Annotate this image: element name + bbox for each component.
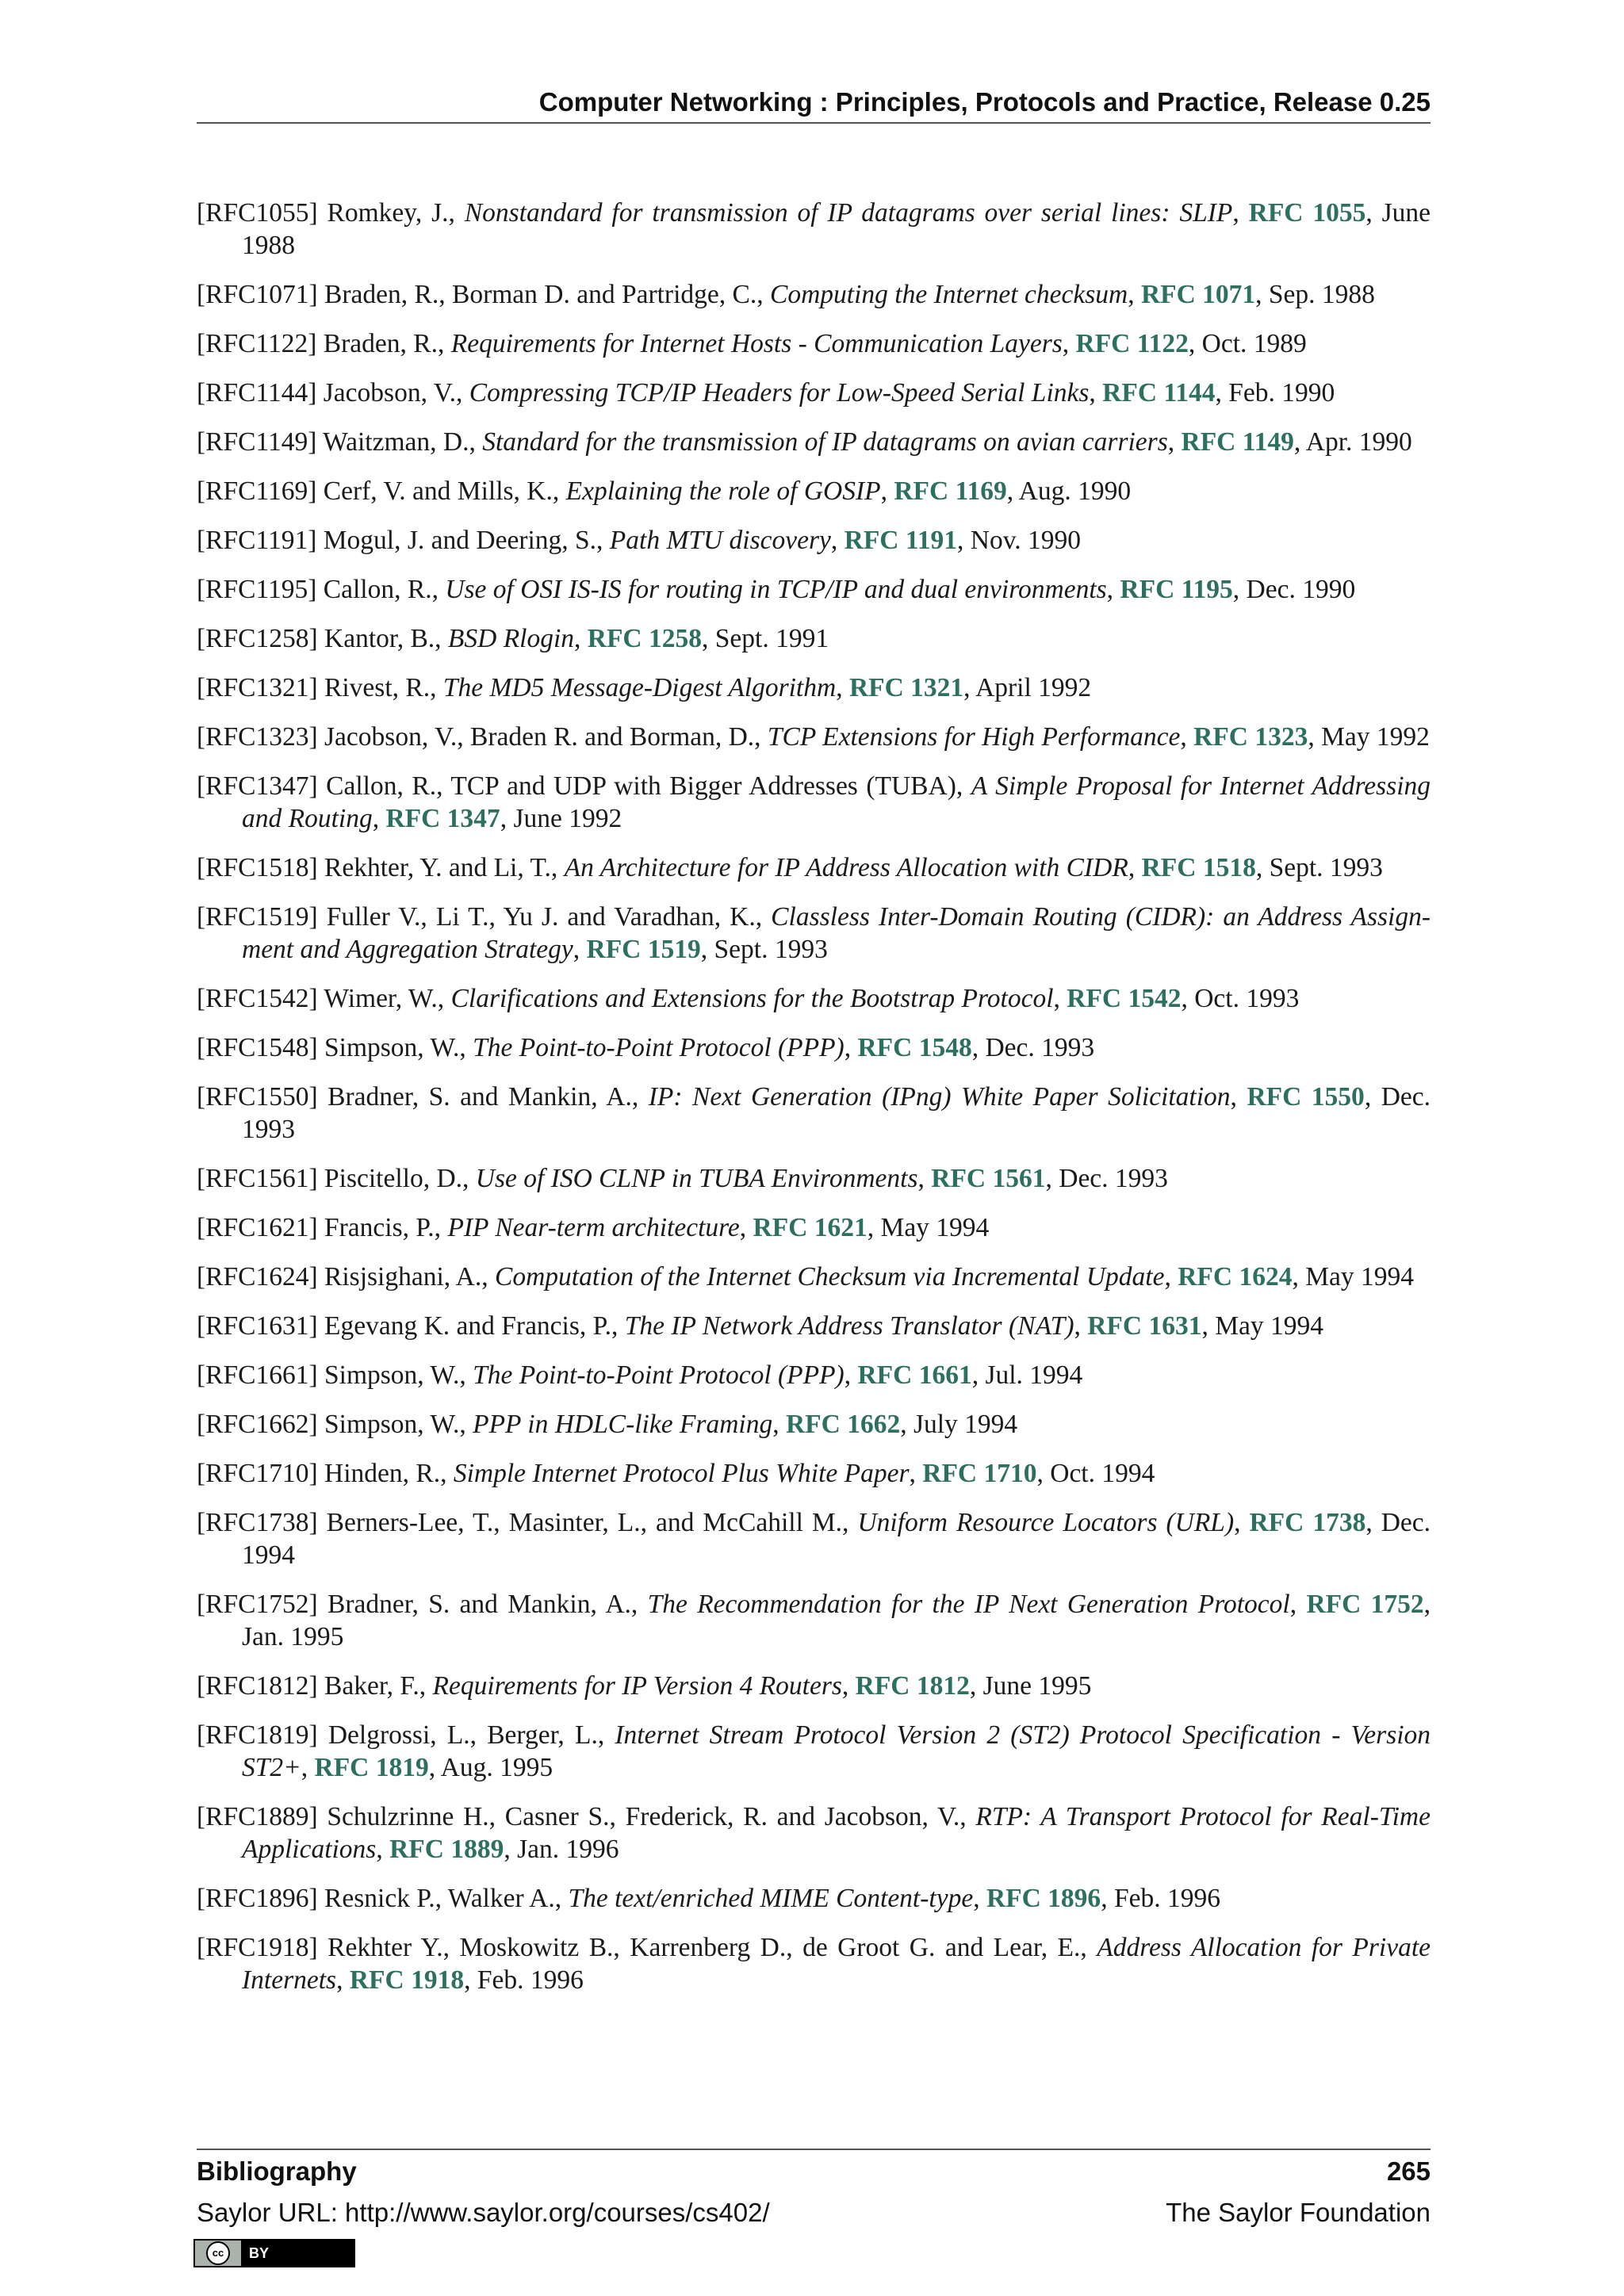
reference-title: Computation of the Internet Checksum via Incremental Update: [495, 1262, 1165, 1292]
reference-authors: Cerf, V. and Mills, K.,: [323, 476, 560, 506]
reference-entry: [RFC1169] Cerf, V. and Mills, K., Explaining the role of GOSIP, RFC 1169, Aug. 1990: [197, 476, 1132, 506]
reference-entry: [RFC1055] Romkey, J., Nonstandard for transmission of IP datagrams over serial lines: SLIP, RFC 1055, June 1988: [197, 198, 1431, 260]
reference-date: Dec. 1993: [985, 1033, 1095, 1062]
saylor-url[interactable]: Saylor URL: http://www.saylor.org/courses/cs402/: [197, 2198, 770, 2227]
reference-title: Clarifications and Extensions for the Bootstrap Protocol: [450, 984, 1054, 1013]
reference-key: [RFC1258]: [197, 624, 318, 653]
reference-date: Dec. 1993: [1059, 1164, 1168, 1193]
reference-title: Requirements for IP Version 4 Routers: [432, 1671, 842, 1701]
reference-entry: [RFC1321] Rivest, R., The MD5 Message-Digest Algorithm, RFC 1321, April 1992: [197, 673, 1092, 702]
reference-entry: [RFC1144] Jacobson, V., Compressing TCP/IP Headers for Low-Speed Serial Links, RFC 1144, Feb. 1990: [197, 378, 1335, 408]
reference-title: The IP Network Address Translator (NAT): [624, 1311, 1074, 1341]
reference-date: Sept. 1993: [714, 935, 828, 964]
reference-title: Compressing TCP/IP Headers for Low-Speed Serial Links: [469, 378, 1090, 408]
reference-title: The MD5 Message-Digest Algorithm: [442, 673, 837, 702]
reference-entry: [RFC1548] Simpson, W., The Point-to-Point Protocol (PPP), RFC 1548, Dec. 1993: [197, 1033, 1095, 1062]
reference-entry: [RFC1258] Kantor, B., BSD Rlogin, RFC 1258, Sept. 1991: [197, 624, 829, 653]
reference-title: Uniform Resource Locators (URL): [857, 1508, 1235, 1537]
reference-entry: [RFC1662] Simpson, W., PPP in HDLC-like Framing, RFC 1662, July 1994: [197, 1410, 1018, 1439]
reference-title: TCP Extensions for High Performance: [767, 722, 1181, 752]
reference-entry: [RFC1519] Fuller V., Li T., Yu J. and Varadhan, K., Classless Inter-Domain Routing (CIDR): an Address Assign-ment and Aggregation Strategy, RFC 1519, Sept. 1993: [197, 902, 1431, 964]
reference-title: The Point-to-Point Protocol (PPP): [473, 1033, 845, 1062]
reference-key: [RFC1542]: [197, 984, 318, 1013]
reference-authors: Romkey, J.,: [327, 198, 455, 228]
reference-title: IP: Next Generation (IPng) White Paper Solicitation: [648, 1082, 1231, 1112]
rfc-link[interactable]: RFC 1071: [1140, 280, 1256, 309]
rfc-link[interactable]: RFC 1323: [1193, 722, 1308, 752]
reference-authors: Simpson, W.,: [324, 1410, 466, 1439]
rfc-link[interactable]: RFC 1548: [857, 1033, 972, 1062]
reference-date: Oct. 1989: [1201, 329, 1307, 358]
rfc-link[interactable]: RFC 1662: [785, 1410, 901, 1439]
reference-key: [RFC1347]: [197, 771, 318, 801]
reference-date: June 1988: [242, 198, 1431, 260]
reference-authors: Egevang K. and Francis, P.,: [324, 1311, 619, 1341]
reference-key: [RFC1662]: [197, 1410, 318, 1439]
reference-key: [RFC1321]: [197, 673, 318, 702]
rfc-link[interactable]: RFC 1621: [753, 1213, 868, 1242]
reference-title: BSD Rlogin: [447, 624, 575, 653]
reference-authors: Braden, R.,: [323, 329, 445, 358]
reference-key: [RFC1195]: [197, 575, 317, 604]
reference-entry: [RFC1812] Baker, F., Requirements for IP Version 4 Routers, RFC 1812, June 1995: [197, 1671, 1092, 1701]
reference-key: [RFC1548]: [197, 1033, 318, 1062]
reference-authors: Bradner, S. and Mankin, A.,: [327, 1082, 639, 1112]
reference-key: [RFC1631]: [197, 1311, 318, 1341]
reference-entry: [RFC1710] Hinden, R., Simple Internet Protocol Plus White Paper, RFC 1710, Oct. 1994: [197, 1459, 1155, 1488]
reference-title: PPP in HDLC-like Framing: [473, 1410, 773, 1439]
reference-entry: [RFC1518] Rekhter, Y. and Li, T., An Architecture for IP Address Allocation with CIDR, RFC 1518, Sept. 1993: [197, 853, 1383, 882]
reference-date: Feb. 1996: [1113, 1884, 1220, 1913]
rfc-link[interactable]: RFC 1258: [587, 624, 703, 653]
reference-date: Jul. 1994: [985, 1360, 1083, 1390]
reference-title: Requirements for Internet Hosts - Communication Layers: [450, 329, 1063, 358]
rfc-link[interactable]: RFC 1195: [1120, 575, 1233, 604]
reference-date: Sept. 1993: [1269, 853, 1383, 882]
reference-entry: [RFC1195] Callon, R., Use of OSI IS-IS for routing in TCP/IP and dual environments, RFC 1195, Dec. 1990: [197, 575, 1356, 604]
reference-entry: [RFC1542] Wimer, W., Clarifications and Extensions for the Bootstrap Protocol, RFC 1542, Oct. 1993: [197, 984, 1300, 1013]
rfc-link[interactable]: RFC 1889: [389, 1835, 504, 1864]
reference-title: The Point-to-Point Protocol (PPP): [473, 1360, 845, 1390]
reference-entry: [RFC1621] Francis, P., PIP Near-term architecture, RFC 1621, May 1994: [197, 1213, 990, 1242]
reference-authors: Risjsighani, A.,: [324, 1262, 488, 1292]
reference-entry: [RFC1149] Waitzman, D., Standard for the transmission of IP datagrams on avian carriers, RFC 1149, Apr. 1990: [197, 427, 1412, 457]
rfc-link[interactable]: RFC 1122: [1075, 329, 1189, 358]
reference-date: May 1992: [1321, 722, 1430, 752]
reference-entry: [RFC1819] Delgrossi, L., Berger, L., Internet Stream Protocol Version 2 (ST2) Protocol Specification - Version ST2+, RFC 1819, Aug. 1995: [197, 1720, 1431, 1782]
reference-entry: [RFC1918] Rekhter Y., Moskowitz B., Karrenberg D., de Groot G. and Lear, E., Address Allocation for Private Internets, RFC 1918, Feb. 1996: [197, 1933, 1431, 1995]
reference-key: [RFC1918]: [197, 1933, 318, 1962]
reference-title: Simple Internet Protocol Plus White Paper: [453, 1459, 910, 1488]
reference-entry: [RFC1631] Egevang K. and Francis, P., The IP Network Address Translator (NAT), RFC 1631, May 1994: [197, 1311, 1323, 1341]
rfc-link[interactable]: RFC 1710: [922, 1459, 1037, 1488]
running-header: Computer Networking : Principles, Protocols and Practice, Release 0.25: [197, 87, 1431, 124]
reference-authors: Wimer, W.,: [324, 984, 445, 1013]
reference-authors: Braden, R., Borman D. and Partridge, C.,: [324, 280, 764, 309]
reference-title: Nonstandard for transmission of IP datagrams over serial lines: SLIP: [464, 198, 1233, 228]
footer-section-title: Bibliography: [197, 2156, 357, 2186]
reference-key: [RFC1055]: [197, 198, 318, 228]
reference-entry: [RFC1661] Simpson, W., The Point-to-Point Protocol (PPP), RFC 1661, Jul. 1994: [197, 1360, 1083, 1390]
reference-title: PIP Near-term architecture: [447, 1213, 740, 1242]
reference-authors: Simpson, W.,: [324, 1360, 466, 1390]
reference-entry: [RFC1122] Braden, R., Requirements for Internet Hosts - Communication Layers, RFC 1122, Oct. 1989: [197, 329, 1307, 358]
reference-key: [RFC1561]: [197, 1164, 318, 1193]
reference-entry: [RFC1752] Bradner, S. and Mankin, A., The Recommendation for the IP Next Generation Protocol, RFC 1752, Jan. 1995: [197, 1590, 1431, 1651]
reference-date: Dec. 1990: [1246, 575, 1356, 604]
rfc-link[interactable]: RFC 1055: [1248, 198, 1366, 228]
reference-key: [RFC1122]: [197, 329, 317, 358]
reference-date: July 1994: [913, 1410, 1018, 1439]
reference-title: The Recommendation for the IP Next Generation Protocol: [647, 1590, 1290, 1619]
reference-key: [RFC1819]: [197, 1720, 318, 1750]
reference-list: [197, 197, 1431, 2013]
reference-authors: Baker, F.,: [324, 1671, 427, 1701]
reference-date: Sep. 1988: [1268, 280, 1375, 309]
rfc-link[interactable]: RFC 1518: [1141, 853, 1256, 882]
reference-title: The text/enriched MIME Content-type: [568, 1884, 974, 1913]
reference-title: Use of OSI IS-IS for routing in TCP/IP and dual environments: [445, 575, 1107, 604]
reference-authors: Berners-Lee, T., Masinter, L., and McCahill M.,: [326, 1508, 849, 1537]
reference-entry: [RFC1624] Risjsighani, A., Computation of the Internet Checksum via Incremental Update, RFC 1624, May 1994: [197, 1262, 1414, 1292]
reference-date: Sept. 1991: [714, 624, 829, 653]
reference-date: April 1992: [975, 673, 1092, 702]
reference-authors: Delgrossi, L., Berger, L.,: [327, 1720, 605, 1750]
reference-authors: Fuller V., Li T., Yu J. and Varadhan, K.,: [326, 902, 763, 932]
reference-key: [RFC1621]: [197, 1213, 318, 1242]
rfc-link[interactable]: RFC 1561: [931, 1164, 1046, 1193]
reference-entry: [RFC1738] Berners-Lee, T., Masinter, L., and McCahill M., Uniform Resource Locators (URL), RFC 1738, Dec. 1994: [197, 1508, 1431, 1570]
reference-authors: Bradner, S. and Mankin, A.,: [327, 1590, 638, 1619]
reference-key: [RFC1144]: [197, 378, 317, 408]
rfc-link[interactable]: RFC 1661: [857, 1360, 972, 1390]
reference-date: Dec. 1993: [242, 1082, 1431, 1144]
footer-top-row: [197, 2156, 1431, 2187]
reference-entry: [RFC1071] Braden, R., Borman D. and Partridge, C., Computing the Internet checksum, RFC 1071, Sep. 1988: [197, 280, 1375, 309]
rfc-link[interactable]: RFC 1631: [1087, 1311, 1202, 1341]
reference-key: [RFC1896]: [197, 1884, 318, 1913]
reference-authors: Simpson, W.,: [324, 1033, 466, 1062]
reference-authors: Jacobson, V., Braden R. and Borman, D.,: [324, 722, 761, 752]
reference-authors: Kantor, B.,: [324, 624, 442, 653]
reference-key: [RFC1519]: [197, 902, 318, 932]
rfc-link[interactable]: RFC 1542: [1067, 984, 1182, 1013]
reference-authors: Mogul, J. and Deering, S.,: [323, 526, 603, 555]
reference-key: [RFC1071]: [197, 280, 318, 309]
reference-authors: Hinden, R.,: [324, 1459, 447, 1488]
reference-title: Computing the Internet checksum: [769, 280, 1128, 309]
reference-date: Oct. 1994: [1050, 1459, 1155, 1488]
reference-entry: [RFC1323] Jacobson, V., Braden R. and Borman, D., TCP Extensions for High Performance, RFC 1323, May 1992: [197, 722, 1430, 752]
reference-title: Internet Stream Protocol Version 2 (ST2) Protocol Specification - Version ST2+: [242, 1720, 1431, 1782]
reference-authors: Jacobson, V.,: [323, 378, 463, 408]
reference-key: [RFC1169]: [197, 476, 317, 506]
reference-date: May 1994: [1305, 1262, 1414, 1292]
reference-authors: Rivest, R.,: [324, 673, 437, 702]
reference-title: RTP: A Transport Protocol for Real-Time Applications: [242, 1802, 1431, 1864]
reference-date: Feb. 1996: [477, 1965, 584, 1995]
reference-date: Nov. 1990: [970, 526, 1082, 555]
reference-key: [RFC1624]: [197, 1262, 318, 1292]
publisher-name: The Saylor Foundation: [1166, 2198, 1431, 2227]
reference-authors: Schulzrinne H., Casner S., Frederick, R. and Jacobson, V.,: [327, 1802, 967, 1831]
rfc-link[interactable]: RFC 1347: [385, 804, 500, 833]
reference-key: [RFC1550]: [197, 1082, 318, 1112]
reference-key: [RFC1752]: [197, 1590, 318, 1619]
reference-date: Aug. 1995: [440, 1753, 553, 1782]
reference-authors: Resnick P., Walker A.,: [324, 1884, 562, 1913]
reference-authors: Callon, R.,: [323, 575, 439, 604]
reference-key: [RFC1738]: [197, 1508, 318, 1537]
reference-key: [RFC1149]: [197, 427, 317, 457]
reference-entry: [RFC1561] Piscitello, D., Use of ISO CLNP in TUBA Environments, RFC 1561, Dec. 1993: [197, 1164, 1168, 1193]
cc-by-label: BY: [241, 2241, 354, 2266]
reference-date: Apr. 1990: [1305, 427, 1412, 457]
reference-entry: [RFC1896] Resnick P., Walker A., The text/enriched MIME Content-type, RFC 1896, Feb. 1996: [197, 1884, 1220, 1913]
rfc-link[interactable]: RFC 1918: [349, 1965, 465, 1995]
reference-key: [RFC1889]: [197, 1802, 318, 1831]
reference-authors: Rekhter, Y. and Li, T.,: [324, 853, 558, 882]
reference-key: [RFC1661]: [197, 1360, 318, 1390]
footer-divider: [197, 2149, 1431, 2150]
reference-title: A Simple Proposal for Internet Addressing and Routing: [242, 771, 1431, 833]
rfc-link[interactable]: RFC 1321: [848, 673, 964, 702]
page-number: 265: [1386, 2156, 1431, 2186]
rfc-link[interactable]: RFC 1191: [844, 526, 958, 555]
rfc-link[interactable]: RFC 1752: [1306, 1590, 1424, 1619]
reference-date: Dec. 1994: [242, 1508, 1431, 1570]
reference-key: [RFC1710]: [197, 1459, 318, 1488]
footer-bottom-row: [197, 2198, 1431, 2228]
reference-title: Explaining the role of GOSIP: [565, 476, 881, 506]
reference-title: Path MTU discovery: [609, 526, 831, 555]
reference-date: Feb. 1990: [1228, 378, 1335, 408]
rfc-link[interactable]: RFC 1738: [1249, 1508, 1366, 1537]
reference-authors: Callon, R., TCP and UDP with Bigger Addresses (TUBA),: [326, 771, 963, 801]
reference-authors: Piscitello, D.,: [324, 1164, 469, 1193]
reference-entry: [RFC1191] Mogul, J. and Deering, S., Path MTU discovery, RFC 1191, Nov. 1990: [197, 526, 1082, 555]
reference-entry: [RFC1889] Schulzrinne H., Casner S., Frederick, R. and Jacobson, V., RTP: A Transport Protocol for Real-Time Applications, RFC 1889, Jan. 1996: [197, 1802, 1431, 1864]
reference-key: [RFC1518]: [197, 853, 318, 882]
reference-title: Standard for the transmission of IP datagrams on avian carriers: [482, 427, 1168, 457]
reference-authors: Waitzman, D.,: [323, 427, 476, 457]
rfc-link[interactable]: RFC 1812: [855, 1671, 970, 1701]
reference-key: [RFC1191]: [197, 526, 317, 555]
reference-date: Aug. 1990: [1018, 476, 1132, 506]
reference-key: [RFC1812]: [197, 1671, 318, 1701]
reference-date: June 1992: [513, 804, 622, 833]
cc-license-badge[interactable]: [193, 2239, 355, 2267]
reference-date: May 1994: [1215, 1311, 1323, 1341]
rfc-link[interactable]: RFC 1169: [894, 476, 1007, 506]
reference-authors: Francis, P.,: [324, 1213, 442, 1242]
reference-date: May 1994: [880, 1213, 990, 1242]
reference-title: An Architecture for IP Address Allocation with CIDR: [564, 853, 1128, 882]
rfc-link[interactable]: RFC 1624: [1178, 1262, 1293, 1292]
reference-title: Use of ISO CLNP in TUBA Environments: [475, 1164, 918, 1193]
reference-entry: [RFC1347] Callon, R., TCP and UDP with Bigger Addresses (TUBA), A Simple Proposal for Internet Addressing and Routing, RFC 1347, June 1992: [197, 771, 1431, 833]
rfc-link[interactable]: RFC 1896: [986, 1884, 1101, 1913]
reference-key: [RFC1323]: [197, 722, 318, 752]
rfc-link[interactable]: RFC 1550: [1247, 1082, 1365, 1112]
reference-date: June 1995: [982, 1671, 1092, 1701]
cc-icon: cc: [195, 2241, 241, 2266]
reference-date: Jan. 1996: [517, 1835, 619, 1864]
reference-title: Address Allocation for Private Internets: [242, 1933, 1431, 1995]
reference-entry: [RFC1550] Bradner, S. and Mankin, A., IP: Next Generation (IPng) White Paper Solicitation, RFC 1550, Dec. 1993: [197, 1082, 1431, 1144]
reference-date: Oct. 1993: [1194, 984, 1300, 1013]
rfc-link[interactable]: RFC 1144: [1102, 378, 1216, 408]
reference-title: Classless Inter-Domain Routing (CIDR): an Address Assign-ment and Aggregation Strategy: [242, 902, 1431, 964]
rfc-link[interactable]: RFC 1149: [1181, 427, 1294, 457]
reference-date: Jan. 1995: [242, 1622, 344, 1651]
reference-authors: Rekhter Y., Moskowitz B., Karrenberg D., de Groot G. and Lear, E.,: [327, 1933, 1087, 1962]
rfc-link[interactable]: RFC 1819: [314, 1753, 429, 1782]
rfc-link[interactable]: RFC 1519: [586, 935, 701, 964]
